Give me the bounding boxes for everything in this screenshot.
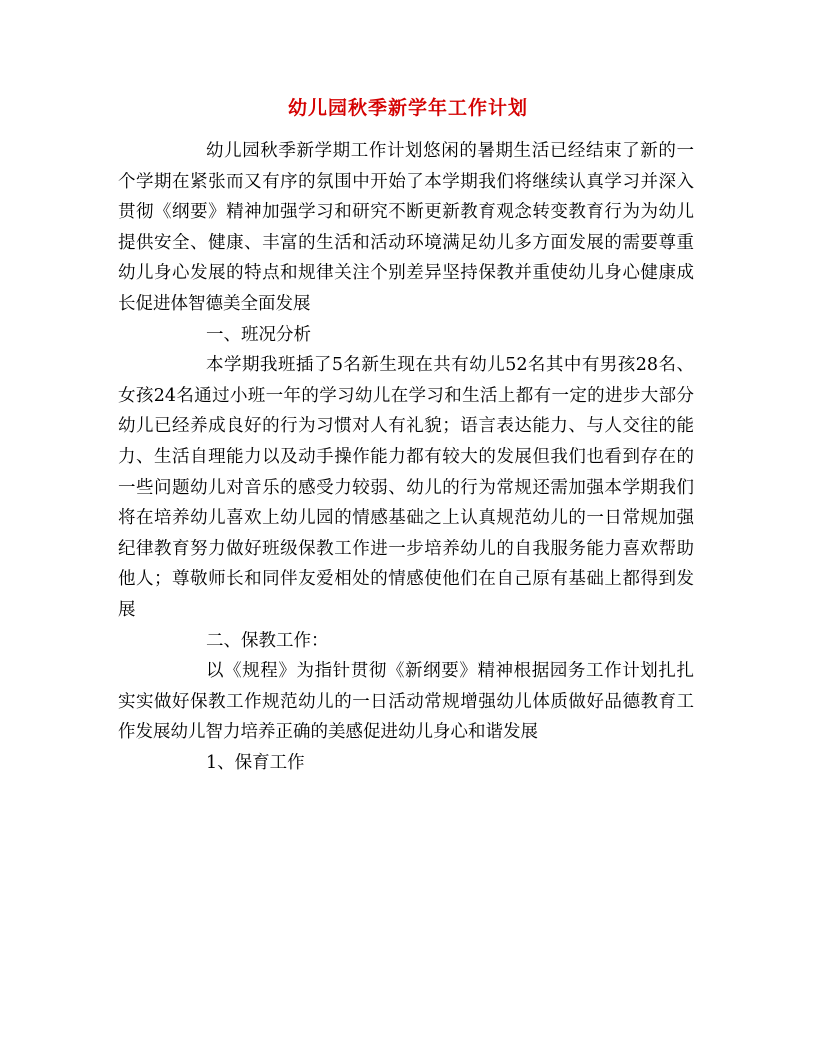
section-heading-care-education: 二、保教工作： <box>206 630 329 651</box>
document-body <box>118 136 694 778</box>
document-title: 幼儿园秋季新学年工作计划 <box>287 97 528 119</box>
subsection-heading-nursing: 1、保育工作 <box>206 752 305 773</box>
care-education-paragraph: 以《规程》为指针贯彻《新纲要》精神根据园务工作计划扎扎实实做好保教工作规范幼儿的一日活动常规增强幼儿体质做好品德教育工作发展幼儿智力培养正确的美感促进幼儿身心和谐发展 <box>118 661 694 743</box>
class-analysis-paragraph: 本学期我班插了5名新生现在共有幼儿52名其中有男孩28名、女孩24名通过小班一年的学习幼儿在学习和生活上都有一定的进步大部分幼儿已经养成良好的行为习惯对人有礼貌；语言表达能力、与人交往的能力、生活自理能力以及动手操作能力都有较大的发展但我们也看到存在的一些问题幼儿对音乐的感受力较弱、幼儿的行为常规还需加强本学期我们将在培养幼儿喜欢上幼儿园的情感基础之上认真规范幼儿的一日常规加强纪律教育努力做好班级保教工作进一步培养幼儿的自我服务能力喜欢帮助他人；尊敬师长和同伴友爱相处的情感使他们在自己原有基础上都得到发展 <box>118 355 694 620</box>
section-heading-class-analysis: 一、班况分析 <box>206 324 311 345</box>
intro-paragraph: 幼儿园秋季新学期工作计划悠闲的暑期生活已经结束了新的一个学期在紧张而又有序的氛围中开始了本学期我们将继续认真学习并深入贯彻《纲要》精神加强学习和研究不断更新教育观念转变教育行为为幼儿提供安全、健康、丰富的生活和活动环境满足幼儿多方面发展的需要尊重幼儿身心发展的特点和规律关注个别差异坚持保教并重使幼儿身心健康成长促进体智德美全面发展 <box>118 141 694 314</box>
